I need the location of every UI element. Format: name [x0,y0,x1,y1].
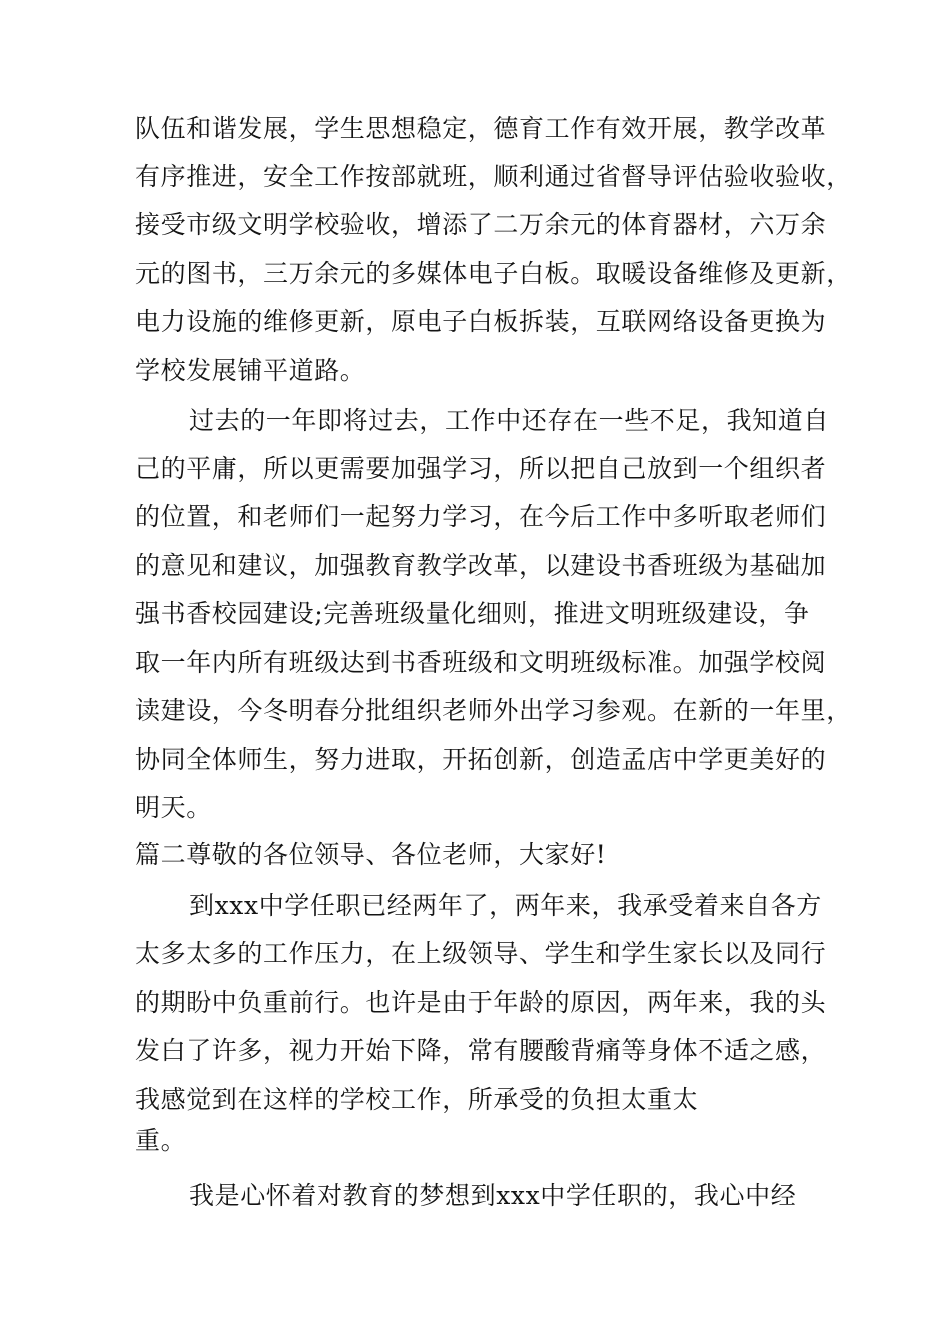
text-line: 读建设，今冬明春分批组织老师外出学习参观。在新的一年里， [135,696,852,725]
text-line: 明天。 [135,793,212,822]
text-line: 到xxx中学任职已经两年了，两年来，我承受着来自各方 [189,891,822,920]
text-line: 己的平庸，所以更需要加强学习，所以把自己放到一个组织者 [135,454,827,483]
text-line: 队伍和谐发展，学生思想稳定，德育工作有效开展，教学改革 [135,114,827,143]
text-line: 强书香校园建设;完善班级量化细则，推进文明班级建设，争 [135,599,810,628]
text-line: 电力设施的维修更新，原电子白板拆装，互联网络设备更换为 [135,307,827,336]
text-line: 协同全体师生，努力进取，开拓创新，创造孟店中学更美好的 [135,745,827,774]
text-line: 过去的一年即将过去，工作中还存在一些不足，我知道自 [189,406,830,435]
text-line: 我是心怀着对教育的梦想到xxx中学任职的，我心中经 [189,1181,797,1210]
text-line: 的期盼中负重前行。也许是由于年龄的原因，两年来，我的头 [135,988,827,1017]
text-line: 有序推进，安全工作按部就班，顺利通过省督导评估验收验收， [135,162,852,191]
section-heading: 篇二尊敬的各位领导、各位老师，大家好! [135,840,607,869]
text-line: 发白了许多，视力开始下降，常有腰酸背痛等身体不适之感， [135,1036,827,1065]
text-line: 取一年内所有班级达到书香班级和文明班级标准。加强学校阅 [135,648,827,677]
text-line: 的位置，和老师们一起努力学习，在今后工作中多听取老师们 [135,502,827,531]
text-line: 太多太多的工作压力，在上级领导、学生和学生家长以及同行 [135,939,827,968]
text-line: 重。 [135,1126,187,1155]
text-line: 我感觉到在这样的学校工作，所承受的负担太重太 [135,1085,699,1114]
text-line: 学校发展铺平道路。 [135,356,366,385]
text-line: 元的图书，三万余元的多媒体电子白板。取暖设备维修及更新， [135,259,852,288]
text-line: 接受市级文明学校验收，增添了二万余元的体育器材，六万余 [135,210,827,239]
text-line: 的意见和建议，加强教育教学改革，以建设书香班级为基础加 [135,551,827,580]
